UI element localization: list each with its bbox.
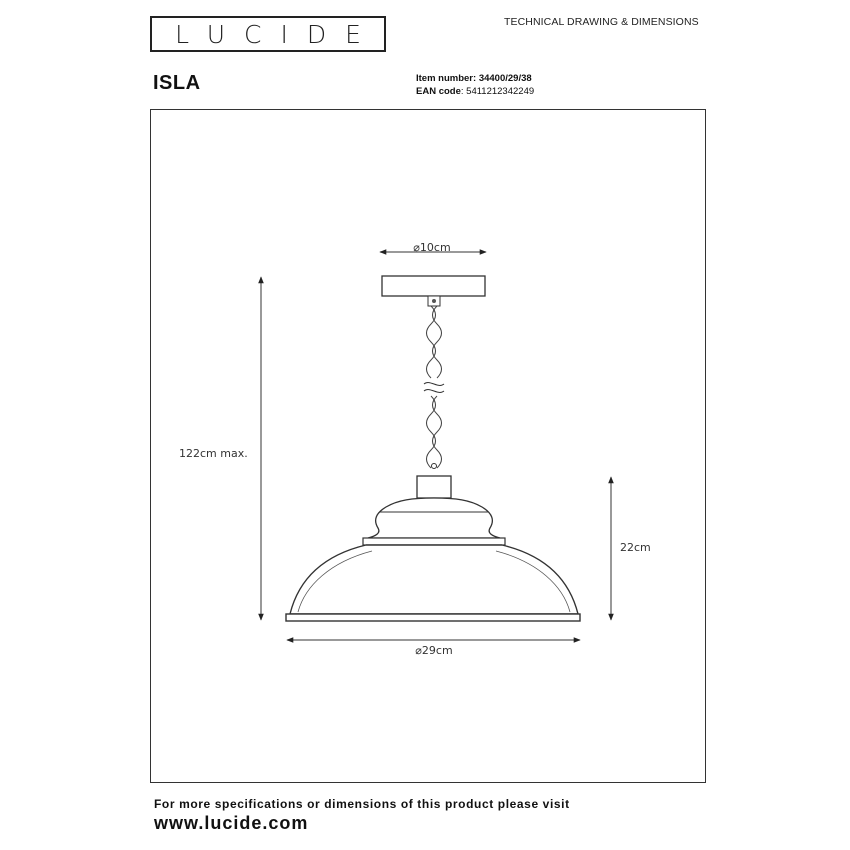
shade-height-label: 22cm xyxy=(620,541,651,554)
total-height-dimension xyxy=(179,277,261,620)
shade-dome xyxy=(290,545,578,614)
holder-screw-icon xyxy=(432,464,437,469)
shade-diameter-label: ⌀29cm xyxy=(415,644,453,657)
shade-neck xyxy=(368,498,500,538)
lamp-holder xyxy=(417,476,451,498)
grip-screw-icon xyxy=(432,299,436,303)
document-type: TECHNICAL DRAWING & DIMENSIONS xyxy=(504,16,699,28)
shade-height-dimension xyxy=(611,477,651,620)
canopy-dimension xyxy=(380,241,486,254)
footer-note: For more specifications or dimensions of this product please visit xyxy=(154,797,570,811)
website-link[interactable]: www.lucide.com xyxy=(154,813,309,833)
item-number-row: Item number: 34400/29/38 xyxy=(416,73,532,84)
twisted-cable xyxy=(424,306,444,468)
ceiling-canopy xyxy=(382,276,485,296)
canopy-diameter-label: ⌀10cm xyxy=(413,241,451,254)
shade-rim xyxy=(286,614,580,621)
ean-code-label: EAN code xyxy=(416,86,461,97)
item-number-value: 34400/29/38 xyxy=(478,73,532,84)
shade-collar xyxy=(363,538,505,545)
ean-code-row: EAN code: 5411212342249 xyxy=(416,86,535,97)
total-height-label: 122cm max. xyxy=(179,447,248,460)
logo-text: LUCIDE xyxy=(175,19,380,49)
product-name: ISLA xyxy=(153,72,201,94)
shade-diameter-dimension xyxy=(287,640,580,657)
ean-code-value: 5411212342249 xyxy=(466,86,535,97)
item-number-label: Item number xyxy=(416,73,474,84)
